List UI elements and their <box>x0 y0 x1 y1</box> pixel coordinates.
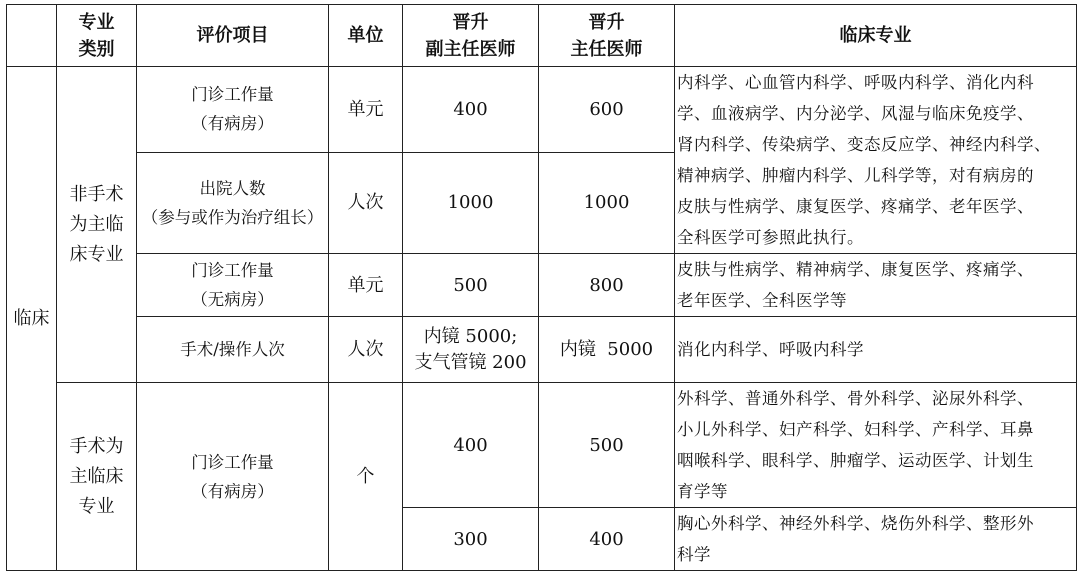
associate-text: 支气管镜 200 <box>414 351 527 373</box>
associate-value: 400 <box>403 383 539 508</box>
table-row <box>7 317 1077 383</box>
group-text: 床专业 <box>69 243 124 265</box>
associate-value: 300 <box>403 508 539 571</box>
header-evaluation-item: 评价项目 <box>137 5 329 67</box>
item-text: 门诊工作量 <box>191 261 274 280</box>
header-text: 专业 <box>78 11 115 33</box>
header-associate-chief <box>403 5 539 67</box>
item-cell <box>137 152 329 253</box>
group-non-surgical <box>57 67 137 383</box>
chief-value: 1000 <box>539 152 675 253</box>
specialty-line: 精神病学、肿瘤内科学、儿科学等，对有病房的 <box>677 166 1034 185</box>
item-cell <box>137 254 329 317</box>
header-text: 主任医师 <box>570 38 643 60</box>
specialty-cell <box>675 508 1077 571</box>
header-text: 类别 <box>78 38 115 60</box>
specialty-line: 肾内科学、传染病学、变态反应学、神经内科学、 <box>677 135 1051 154</box>
group-text: 专业 <box>78 495 115 517</box>
chief-value: 600 <box>539 67 675 153</box>
specialty-cell <box>675 254 1077 317</box>
associate-value <box>403 317 539 383</box>
header-specialty-category <box>57 5 137 67</box>
unit-cell: 个 <box>329 383 403 571</box>
specialty-line: 胸心外科学、神经外科学、烧伤外科学、整形外 <box>677 514 1034 533</box>
associate-value: 500 <box>403 254 539 317</box>
specialty-cell: 消化内科学、呼吸内科学 <box>675 317 1077 383</box>
associate-value: 1000 <box>403 152 539 253</box>
item-text: （有病房） <box>191 481 274 501</box>
group-text: 主临床 <box>69 465 124 487</box>
group-text: 手术为 <box>69 435 124 457</box>
item-cell <box>137 383 329 571</box>
header-chief <box>539 5 675 67</box>
specialty-line: 小儿外科学、妇产科学、妇科学、产科学、耳鼻 <box>677 420 1034 439</box>
specialty-line: 咽喉科学、眼科学、肿瘤学、运动医学、计划生 <box>677 451 1034 470</box>
item-text: （参与或作为治疗组长） <box>141 207 324 227</box>
specialty-line: 皮肤与性病学、康复医学、疼痛学、老年医学、 <box>677 197 1034 216</box>
group-text: 非手术 <box>69 183 124 205</box>
associate-text: 内镜 5000; <box>423 325 518 347</box>
group-text: 为主临 <box>69 213 124 235</box>
header-text: 晋升 <box>452 11 489 33</box>
chief-value: 内镜 5000 <box>539 317 675 383</box>
specialty-line: 全科医学可参照此执行。 <box>677 228 864 247</box>
specialty-line: 学、血液病学、内分泌学、风湿与临床免疫学、 <box>677 104 1034 123</box>
item-cell: 手术/操作人次 <box>137 317 329 383</box>
unit-cell: 单元 <box>329 254 403 317</box>
specialty-line: 外科学、普通外科学、骨外科学、泌尿外科学、 <box>677 389 1034 408</box>
header-text: 副主任医师 <box>425 38 516 60</box>
specialty-cell <box>675 67 1077 254</box>
chief-value: 400 <box>539 508 675 571</box>
header-text: 晋升 <box>588 11 625 33</box>
table-row <box>7 383 1077 508</box>
header-clinical-specialty: 临床专业 <box>675 5 1077 67</box>
unit-cell: 单元 <box>329 67 403 153</box>
specialty-line: 科学 <box>677 545 711 564</box>
header-row <box>7 5 1077 67</box>
associate-value: 400 <box>403 67 539 153</box>
group-surgical <box>57 383 137 571</box>
item-text: 出院人数 <box>199 178 266 198</box>
specialty-line: 皮肤与性病学、精神病学、康复医学、疼痛学、 <box>677 260 1034 279</box>
table-row <box>7 67 1077 153</box>
evaluation-table <box>6 4 1077 571</box>
specialty-line: 老年医学、全科医学等 <box>677 291 847 310</box>
item-text: （无病房） <box>191 290 274 309</box>
unit-cell: 人次 <box>329 317 403 383</box>
item-text: 门诊工作量 <box>191 85 274 105</box>
table-row <box>7 254 1077 317</box>
item-text: 门诊工作量 <box>191 452 274 472</box>
header-unit: 单位 <box>329 5 403 67</box>
header-blank <box>7 5 57 67</box>
item-text: （有病房） <box>191 114 274 134</box>
item-cell <box>137 67 329 153</box>
chief-value: 500 <box>539 383 675 508</box>
chief-value: 800 <box>539 254 675 317</box>
specialty-line: 内科学、心血管内科学、呼吸内科学、消化内科 <box>677 73 1034 92</box>
specialty-cell <box>675 383 1077 508</box>
unit-cell: 人次 <box>329 152 403 253</box>
specialty-line: 育学等 <box>677 482 728 501</box>
category-cell: 临床 <box>7 67 57 571</box>
